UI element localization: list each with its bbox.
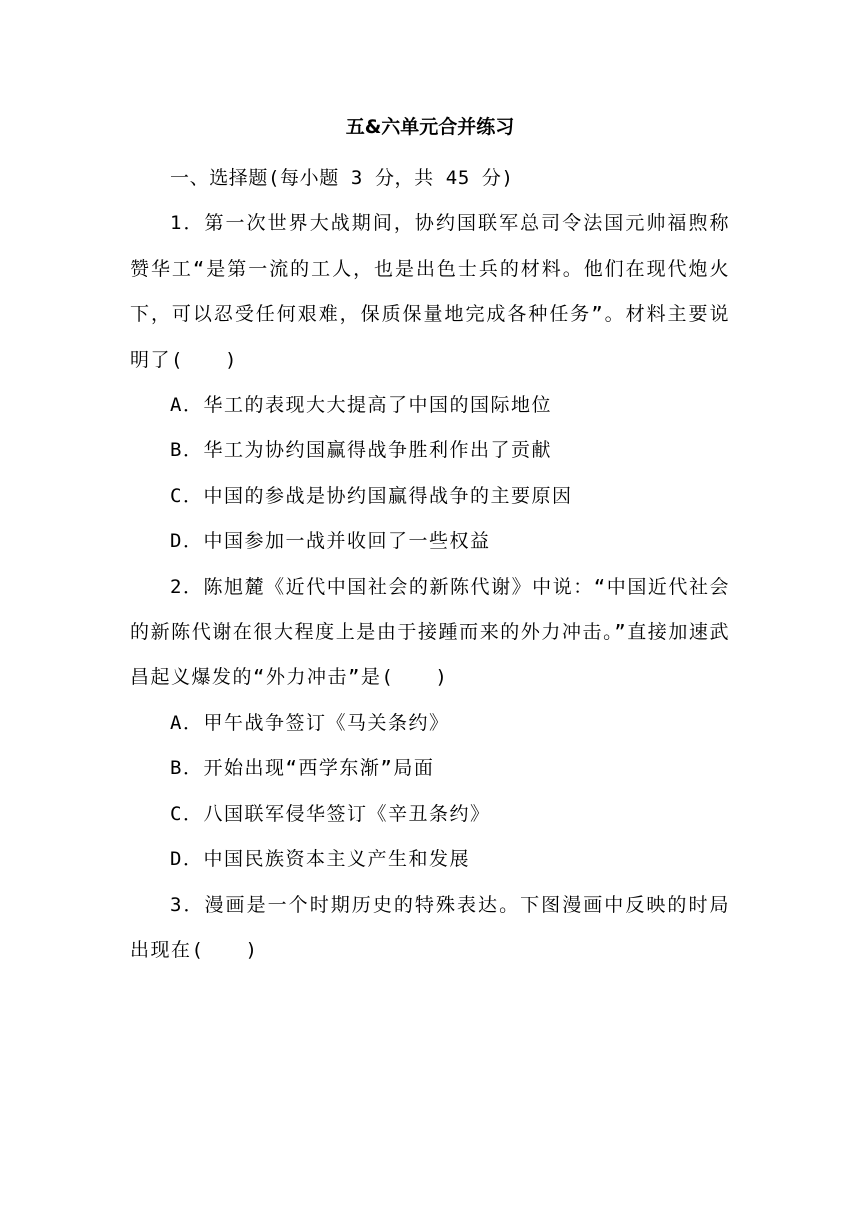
page-title: 五&六单元合并练习 [345,116,515,138]
question-1-stem: 1．第一次世界大战期间，协约国联军总司令法国元帅福煦称赞华工“是第一流的工人，也是出色士兵的材料。他们在现代炮火下，可以忍受任何艰难，保质保量地完成各种任务”。材料主要说明了( ) [130,212,730,371]
document-body [130,156,730,973]
question-2-option-a: A．甲午战争签订《马关条约》 [170,711,450,734]
question-2-stem: 2．陈旭麓《近代中国社会的新陈代谢》中说：“中国近代社会的新陈代谢在很大程度上是由于接踵而来的外力冲击。”直接加速武昌起义爆发的“外力冲击”是( ) [130,575,730,689]
question-1-option-d: D．中国参加一战并收回了一些权益 [170,530,491,553]
question-1-option-c: C．中国的参战是协约国赢得战争的主要原因 [170,484,573,507]
question-2-option-b: B．开始出现“西学东渐”局面 [170,757,435,780]
question-3-stem: 3．漫画是一个时期历史的特殊表达。下图漫画中反映的时局出现在( ) [130,893,730,961]
question-2-option-d: D．中国民族资本主义产生和发展 [170,848,470,871]
question-1-option-a: A．华工的表现大大提高了中国的国际地位 [170,394,552,417]
section-heading: 一、选择题(每小题 3 分，共 45 分) [170,167,514,189]
question-1-option-b: B．华工为协约国赢得战争胜利作出了贡献 [170,439,552,462]
question-2-option-c: C．八国联军侵华签订《辛丑条约》 [170,802,491,825]
